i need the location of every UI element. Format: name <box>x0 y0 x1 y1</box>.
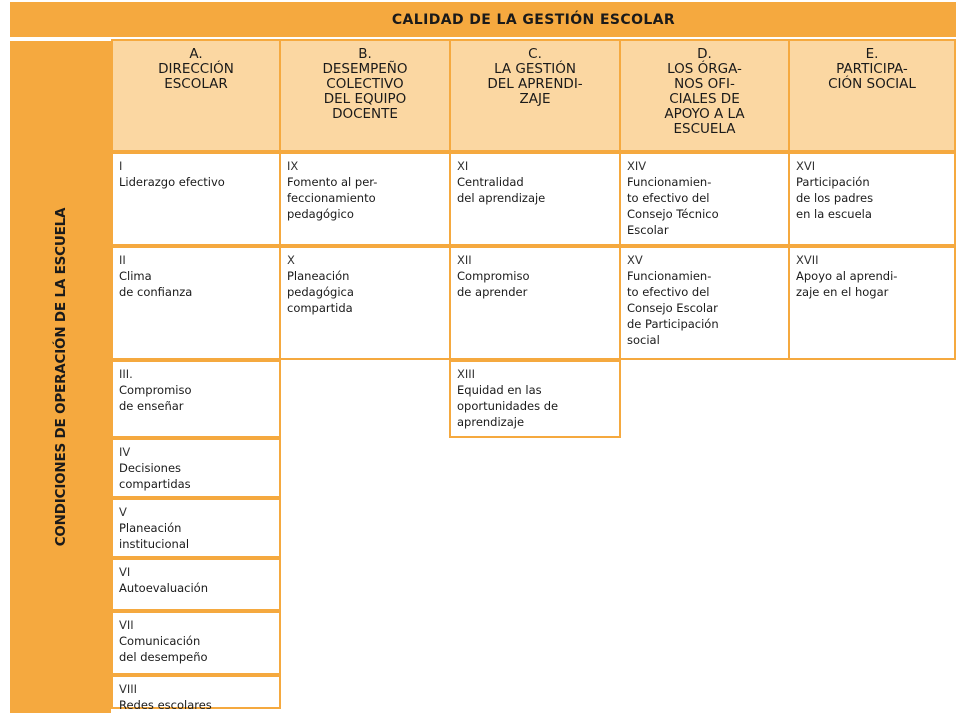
condition-text-line: de Participación <box>627 317 719 331</box>
condition-number: I <box>119 159 123 173</box>
condition-number: XII <box>457 253 472 267</box>
condition-text-line: Centralidad <box>457 175 524 189</box>
condition-text-line: Planeación <box>287 269 350 283</box>
condition-number: VIII <box>119 682 138 696</box>
column-header-line: DEL EQUIPO <box>323 91 407 107</box>
column-header-line: DESEMPEÑO <box>322 61 408 77</box>
condition-cell <box>111 498 281 558</box>
column-header-line: CIALES DE <box>669 91 740 107</box>
side-label: CONDICIONES DE OPERACIÓN DE LA ESCUELA <box>52 207 69 547</box>
condition-text-line: compartidas <box>119 477 191 491</box>
page-title: CALIDAD DE LA GESTIÓN ESCOLAR <box>391 11 676 28</box>
condition-text-line: institucional <box>119 537 190 551</box>
condition-text-line: Compromiso <box>457 269 530 283</box>
column-header-line: C. <box>528 46 542 62</box>
condition-number: XV <box>627 253 643 267</box>
condition-text-line: Apoyo al aprendi- <box>796 269 898 283</box>
condition-text-line: aprendizaje <box>457 415 525 429</box>
column-header-line: ESCOLAR <box>164 76 228 92</box>
column-header-line: B. <box>358 46 372 62</box>
condition-number: XVII <box>796 253 819 267</box>
condition-text-line: Funcionamien- <box>627 175 712 189</box>
condition-text-line: feccionamiento <box>287 191 376 205</box>
condition-cell <box>619 246 790 360</box>
top-left-corner <box>10 2 111 37</box>
column-header-line: D. <box>697 46 712 62</box>
column-header-e <box>788 39 956 152</box>
condition-text-line: Comunicación <box>119 634 201 648</box>
condition-cell <box>279 152 451 246</box>
column-header-line: DIRECCIÓN <box>158 61 234 77</box>
column-header-line: E. <box>865 46 879 62</box>
column-header-a <box>111 39 281 152</box>
condition-text-line: de enseñar <box>119 399 184 413</box>
condition-number: XIV <box>627 159 647 173</box>
condition-cell <box>449 246 621 360</box>
condition-text-line: Funcionamien- <box>627 269 712 283</box>
side-label-column <box>10 39 111 713</box>
condition-cell <box>111 611 281 675</box>
condition-text-line: Redes escolares <box>119 698 212 712</box>
condition-number: XVI <box>796 159 816 173</box>
condition-text-line: Compromiso <box>119 383 192 397</box>
title-bar <box>111 2 956 37</box>
condition-number: II <box>119 253 126 267</box>
condition-text-line: del aprendizaje <box>457 191 546 205</box>
condition-number: IV <box>119 445 131 459</box>
column-header-line: PARTICIPA- <box>836 61 908 77</box>
condition-text-line: pedagógica <box>287 285 354 299</box>
condition-number: IX <box>287 159 299 173</box>
condition-text-line: Consejo Escolar <box>627 301 718 315</box>
condition-cell <box>619 152 790 246</box>
condition-text-line: del desempeño <box>119 650 208 664</box>
condition-text-line: Planeación <box>119 521 182 535</box>
condition-text-line: Liderazgo efectivo <box>119 175 225 189</box>
condition-text-line: Equidad en las <box>457 383 542 397</box>
condition-text-line: Participación <box>796 175 870 189</box>
condition-cell <box>111 246 281 360</box>
condition-number: XIII <box>457 367 476 381</box>
column-header-line: APOYO A LA <box>664 106 745 122</box>
condition-cell <box>788 152 956 246</box>
condition-text-line: Clima <box>119 269 152 283</box>
condition-text-line: en la escuela <box>796 207 872 221</box>
condition-text-line: to efectivo del <box>627 191 710 205</box>
condition-text-line: to efectivo del <box>627 285 710 299</box>
condition-text-line: Fomento al per- <box>287 175 378 189</box>
column-header-line: A. <box>189 46 203 62</box>
condition-number: X <box>287 253 295 267</box>
condition-text-line: de confianza <box>119 285 193 299</box>
condition-text-line: pedagógico <box>287 207 354 221</box>
condition-cell <box>111 558 281 611</box>
column-header-line: LA GESTIÓN <box>494 61 576 77</box>
column-header-line: COLECTIVO <box>326 76 404 92</box>
condition-cell <box>111 438 281 498</box>
condition-text-line: social <box>627 333 660 347</box>
condition-text-line: oportunidades de <box>457 399 559 413</box>
condition-cell <box>449 360 621 438</box>
condition-cell <box>111 675 281 712</box>
column-header-b <box>279 39 451 152</box>
condition-text-line: de aprender <box>457 285 528 299</box>
condition-number: XI <box>457 159 469 173</box>
condition-text-line: Decisiones <box>119 461 182 475</box>
condition-number: III. <box>119 367 133 381</box>
condition-cell <box>279 246 451 360</box>
column-header-line: DEL APRENDI- <box>487 76 583 92</box>
condition-cell <box>111 360 281 438</box>
condition-text-line: Autoevaluación <box>119 581 209 595</box>
condition-number: V <box>119 505 127 519</box>
condition-text-line: zaje en el hogar <box>796 285 889 299</box>
condition-number: VII <box>119 618 134 632</box>
column-header-line: ZAJE <box>519 91 551 107</box>
column-header-line: NOS OFI- <box>674 76 735 92</box>
column-header-line: ESCUELA <box>673 121 736 137</box>
condition-text-line: Consejo Técnico <box>627 207 719 221</box>
condition-cell <box>788 246 956 360</box>
condition-number: VI <box>119 565 131 579</box>
column-header-line: CIÓN SOCIAL <box>828 76 916 92</box>
column-header-line: LOS ÓRGA- <box>667 61 742 77</box>
condition-text-line: de los padres <box>796 191 874 205</box>
condition-cell <box>449 152 621 246</box>
condition-text-line: compartida <box>287 301 353 315</box>
column-header-line: DOCENTE <box>332 106 398 122</box>
column-header-d <box>619 39 790 152</box>
condition-text-line: Escolar <box>627 223 669 237</box>
condition-cell <box>111 152 281 246</box>
column-header-c <box>449 39 621 152</box>
